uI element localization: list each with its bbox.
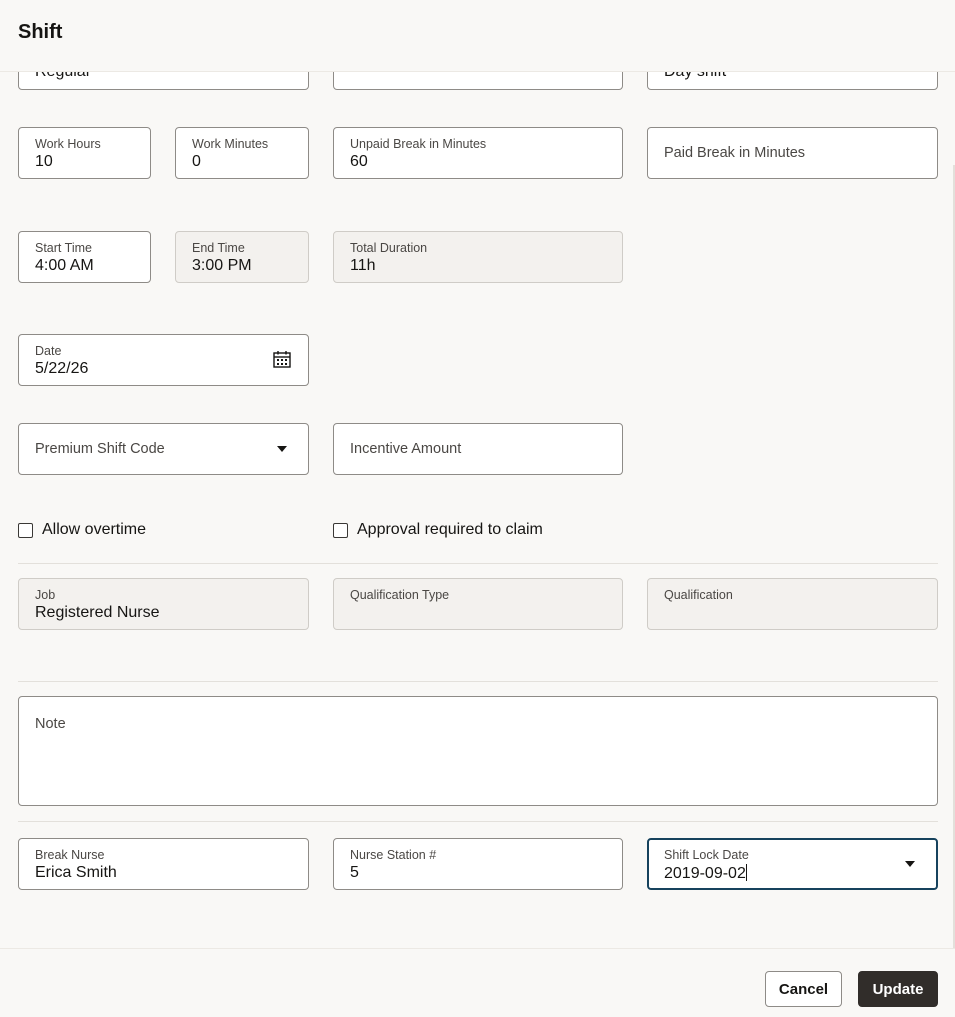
work-hours-field[interactable] [18,127,151,179]
approval-required-box[interactable] [333,523,348,538]
total-duration-field [333,231,623,283]
qualification-field [647,578,938,630]
work-minutes-field[interactable] [175,127,309,179]
text-cursor [746,864,747,881]
qualification-label: Qualification [664,588,733,602]
date-field[interactable] [18,334,309,386]
chevron-down-icon[interactable] [277,446,287,452]
premium-shift-code-select[interactable] [18,423,309,475]
qualification-type-field [333,578,623,630]
shift-lock-date-label: Shift Lock Date [664,848,749,862]
premium-shift-code-label: Premium Shift Code [35,441,165,457]
nurse-station-label: Nurse Station # [350,848,437,862]
date-label: Date [35,344,62,358]
work-hours-label: Work Hours [35,137,101,151]
dialog-title: Shift [18,21,63,43]
shift-lock-date-select[interactable] [647,838,938,890]
note-label: Note [35,716,66,732]
nurse-station-field[interactable] [333,838,623,890]
total-duration-label: Total Duration [350,241,428,255]
total-duration-value: 11h [350,257,376,274]
allow-overtime-label: Allow overtime [42,521,147,538]
break-nurse-field[interactable] [18,838,309,890]
allow-overtime-box[interactable] [18,523,33,538]
divider [18,821,938,822]
divider [18,563,938,564]
end-time-value: 3:00 PM [192,257,252,274]
incentive-amount-field[interactable] [333,423,623,475]
work-hours-value: 10 [35,153,53,170]
approval-required-label: Approval required to claim [357,521,543,538]
start-time-label: Start Time [35,241,92,255]
work-minutes-value: 0 [192,153,201,170]
incentive-amount-label: Incentive Amount [350,441,462,457]
job-value: Registered Nurse [35,604,160,621]
cancel-button[interactable]: Cancel [765,971,842,1007]
job-label: Job [35,588,56,602]
approval-required-checkbox[interactable] [333,521,543,539]
unpaid-break-label: Unpaid Break in Minutes [350,137,487,151]
end-time-label: End Time [192,241,245,255]
break-nurse-label: Break Nurse [35,848,105,862]
start-time-value: 4:00 AM [35,257,94,274]
dialog-header [0,0,955,72]
nurse-station-value: 5 [350,864,359,881]
shift-lock-date-input[interactable] [664,864,747,883]
job-field [18,578,309,630]
break-nurse-value: Erica Smith [35,864,117,881]
date-value: 5/22/26 [35,360,89,377]
dialog-footer [0,948,955,1017]
end-time-field [175,231,309,283]
allow-overtime-checkbox[interactable] [18,521,146,539]
calendar-icon[interactable] [273,350,291,368]
divider [18,681,938,682]
work-minutes-label: Work Minutes [192,137,269,151]
chevron-down-icon[interactable] [905,861,915,867]
qualification-type-label: Qualification Type [350,588,450,602]
paid-break-label: Paid Break in Minutes [664,145,806,161]
start-time-field[interactable] [18,231,151,283]
paid-break-field[interactable] [647,127,938,179]
unpaid-break-field[interactable] [333,127,623,179]
update-button[interactable]: Update [858,971,938,1007]
note-textarea[interactable] [18,696,938,806]
shift-lock-date-value: 2019-09-02 [664,865,746,882]
unpaid-break-value: 60 [350,153,368,170]
